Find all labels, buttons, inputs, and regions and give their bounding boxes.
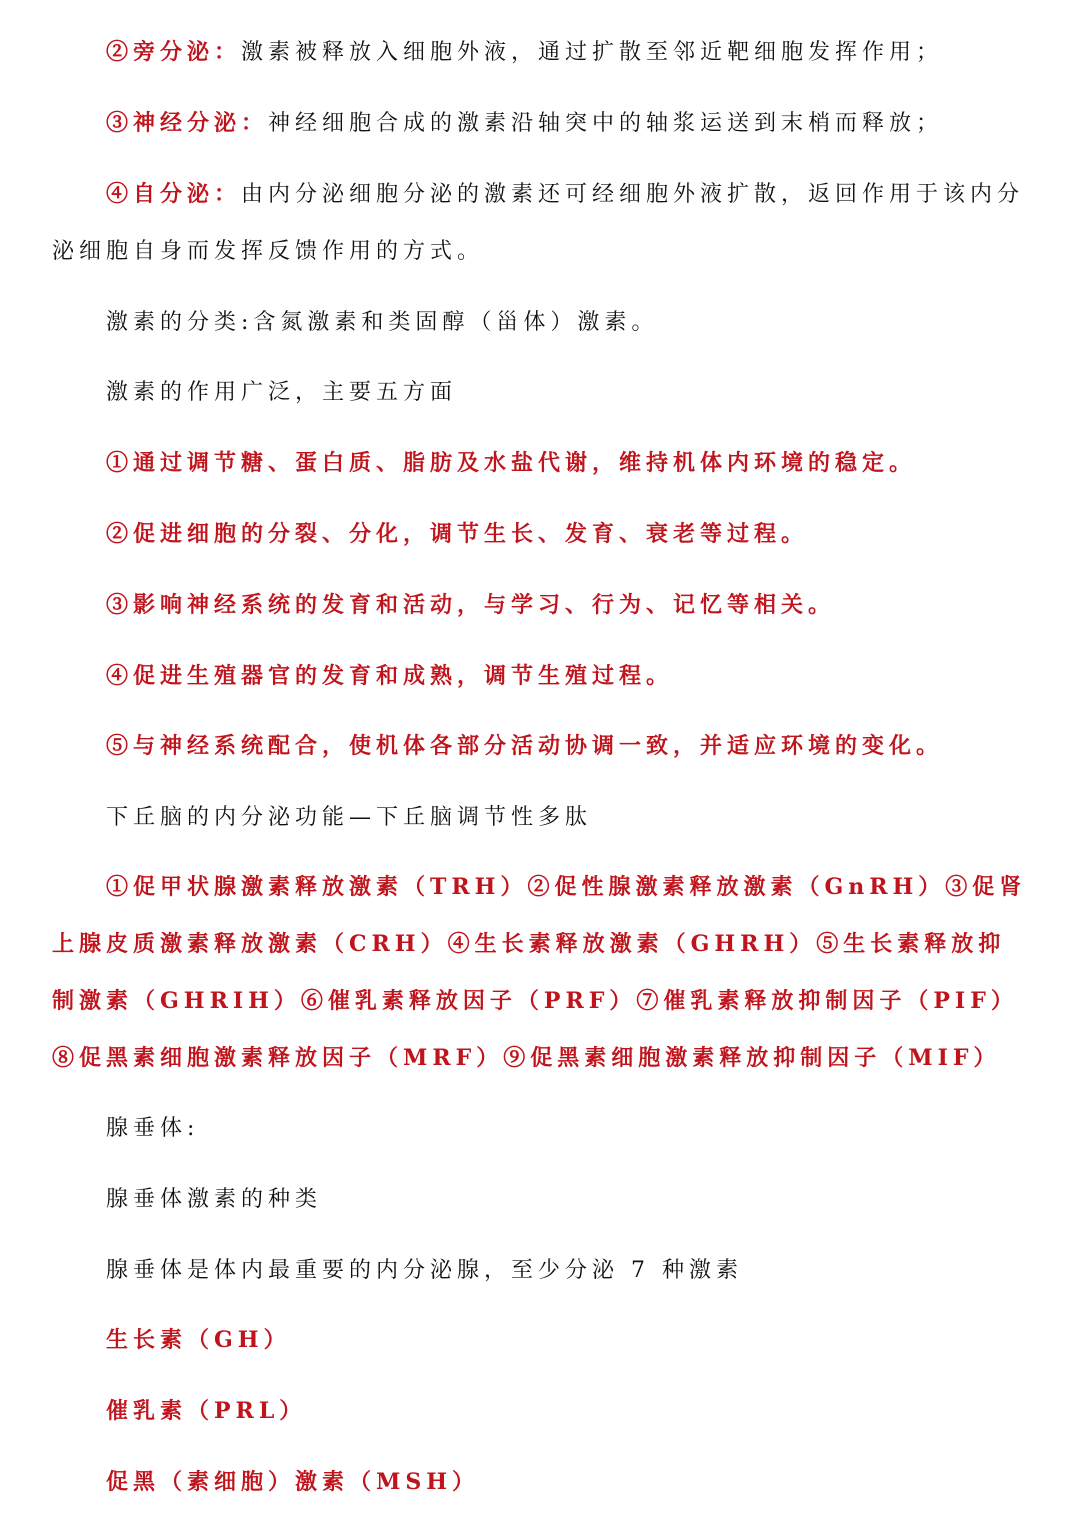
autocrine-definition: 由内分泌细胞分泌的激素还可经细胞外液扩散，返回作用于该内分泌细胞自身而发挥反馈作用的方式。	[52, 182, 1025, 264]
hypothalamus-heading: 下丘脑的内分泌功能—下丘脑调节性多肽	[106, 805, 593, 830]
autocrine-paragraph	[52, 166, 1032, 280]
function-item-4: ④促进生殖器官的发育和成熟，调节生殖过程。	[106, 663, 674, 689]
adenohypophysis-hormone-types: 腺垂体激素的种类	[106, 1187, 323, 1212]
function-item-2: ②促进细胞的分裂、分化，调节生长、发育、衰老等过程。	[106, 521, 809, 547]
hormone-gh: 生长素（GH）	[106, 1327, 291, 1353]
function-item-1: ①通过调节糖、蛋白质、脂肪及水盐代谢，维持机体内环境的稳定。	[106, 450, 917, 476]
neurosecretion-definition: 神经细胞合成的激素沿轴突中的轴浆运送到末梢而释放；	[268, 111, 944, 136]
hormone-classification: 激素的分类:含氮激素和类固醇（甾体）激素。	[106, 310, 659, 335]
paracrine-definition: 激素被释放入细胞外液，通过扩散至邻近靶细胞发挥作用；	[241, 40, 944, 65]
paracrine-term: ②旁分泌：	[106, 39, 242, 65]
hormone-msh: 促黑（素细胞）激素（MSH）	[106, 1469, 480, 1495]
adenohypophysis-heading: 腺垂体:	[106, 1116, 200, 1141]
paracrine-paragraph	[52, 24, 1032, 81]
adenohypophysis-description: 腺垂体是体内最重要的内分泌腺，至少分泌 7 种激素	[106, 1258, 743, 1283]
function-item-5: ⑤与神经系统配合，使机体各部分活动协调一致，并适应环境的变化。	[106, 733, 944, 759]
neurosecretion-paragraph	[52, 95, 1032, 152]
hypothalamic-peptides-list: ①促甲状腺激素释放激素（TRH）②促性腺激素释放激素（GnRH）③促肾上腺皮质激素释放激素（CRH）④生长素释放激素（GHRH）⑤生长素释放抑制激素（GHRIH）⑥催乳素释放因子（PRF）⑦催乳素释放抑制因子（PIF）⑧促黑素细胞激素释放因子（MRF）⑨促黑素细胞激素释放抑制因子（MIF）	[52, 874, 1027, 1071]
hormone-prl: 催乳素（PRL）	[106, 1398, 307, 1424]
function-item-3: ③影响神经系统的发育和活动，与学习、行为、记忆等相关。	[106, 592, 836, 618]
autocrine-term: ④自分泌：	[106, 181, 242, 207]
neurosecretion-term: ③神经分泌：	[106, 110, 269, 136]
hormone-function-intro: 激素的作用广泛，主要五方面	[106, 380, 458, 405]
